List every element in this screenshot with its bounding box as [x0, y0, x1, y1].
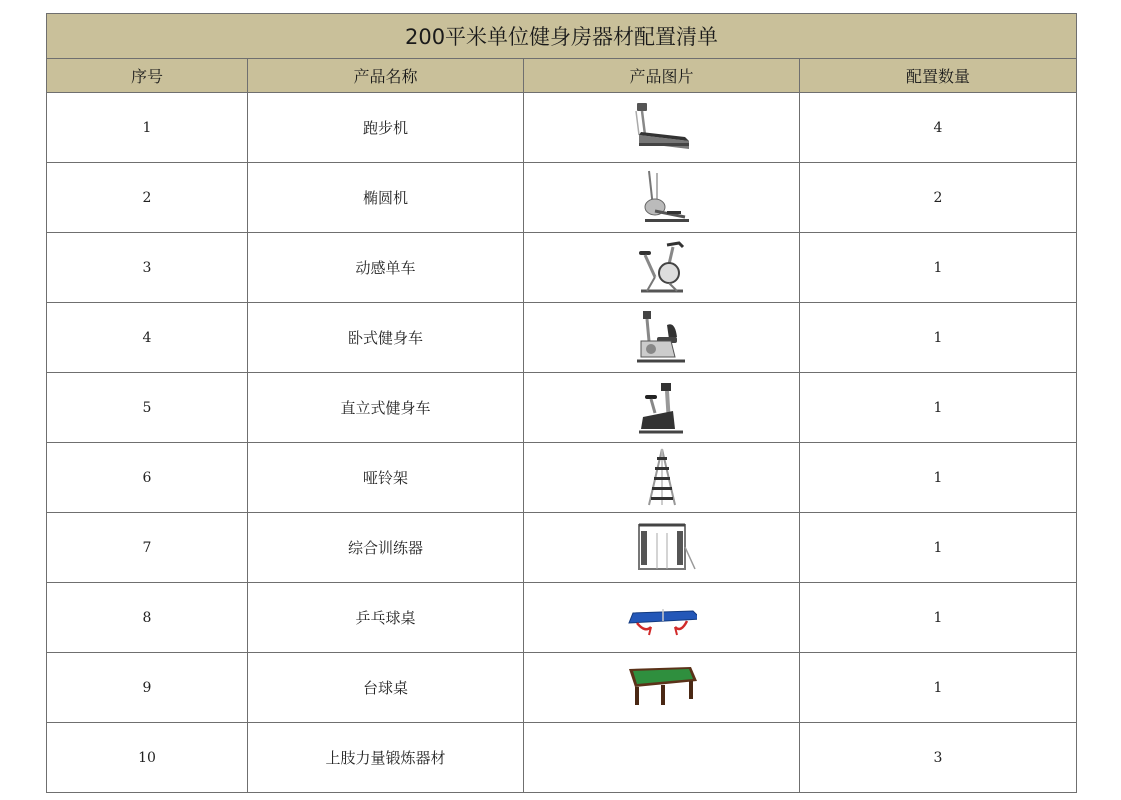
- product-name: 椭圆机: [248, 163, 524, 233]
- row-number: 10: [47, 723, 248, 793]
- quantity: 2: [800, 163, 1077, 233]
- table-row: [47, 163, 1077, 233]
- product-name: 哑铃架: [248, 443, 524, 513]
- product-name: 乒乓球桌: [248, 583, 524, 653]
- table-row: [47, 93, 1077, 163]
- table-row: [47, 513, 1077, 583]
- spin-bike-image: [627, 237, 697, 299]
- product-image-cell: [524, 233, 800, 303]
- row-number: 7: [47, 513, 248, 583]
- quantity: 1: [800, 233, 1077, 303]
- product-image-cell: [524, 93, 800, 163]
- product-image-cell: [524, 583, 800, 653]
- row-number: 3: [47, 233, 248, 303]
- row-number: 4: [47, 303, 248, 373]
- quantity: 1: [800, 373, 1077, 443]
- table-row: [47, 233, 1077, 303]
- dumbbell-rack-image: [627, 447, 697, 509]
- quantity: 1: [800, 303, 1077, 373]
- table-row: [47, 583, 1077, 653]
- table-row: [47, 443, 1077, 513]
- title-row: [47, 14, 1077, 59]
- table-title: 200平米单位健身房器材配置清单: [47, 14, 1077, 59]
- header-row: [47, 59, 1077, 93]
- row-number: 6: [47, 443, 248, 513]
- product-image-cell: [524, 723, 800, 793]
- product-name: 直立式健身车: [248, 373, 524, 443]
- column-header-number: 序号: [47, 59, 248, 93]
- row-number: 1: [47, 93, 248, 163]
- row-number: 5: [47, 373, 248, 443]
- elliptical-image: [627, 167, 697, 229]
- column-header-product-name: 产品名称: [248, 59, 524, 93]
- recumbent-bike-image: [627, 307, 697, 369]
- product-name: 上肢力量锻炼器材: [248, 723, 524, 793]
- row-number: 9: [47, 653, 248, 723]
- quantity: 1: [800, 513, 1077, 583]
- table-tennis-table-image: [627, 587, 697, 649]
- treadmill-image: [627, 97, 697, 159]
- table-row: [47, 373, 1077, 443]
- table-row: [47, 303, 1077, 373]
- column-header-quantity: 配置数量: [800, 59, 1077, 93]
- product-name: 综合训练器: [248, 513, 524, 583]
- quantity: 3: [800, 723, 1077, 793]
- product-image-cell: [524, 303, 800, 373]
- table-row: [47, 723, 1077, 793]
- product-name: 台球桌: [248, 653, 524, 723]
- equipment-list-table: [46, 13, 1077, 793]
- product-name: 卧式健身车: [248, 303, 524, 373]
- multi-gym-image: [627, 517, 697, 579]
- product-image-cell: [524, 163, 800, 233]
- quantity: 1: [800, 583, 1077, 653]
- product-image-cell: [524, 443, 800, 513]
- upright-bike-image: [627, 377, 697, 439]
- product-name: 跑步机: [248, 93, 524, 163]
- column-header-product-image: 产品图片: [524, 59, 800, 93]
- product-image-cell: [524, 373, 800, 443]
- product-image-cell: [524, 513, 800, 583]
- billiard-table-image: [627, 657, 697, 719]
- quantity: 4: [800, 93, 1077, 163]
- quantity: 1: [800, 443, 1077, 513]
- product-name: 动感单车: [248, 233, 524, 303]
- row-number: 8: [47, 583, 248, 653]
- row-number: 2: [47, 163, 248, 233]
- quantity: 1: [800, 653, 1077, 723]
- table-row: [47, 653, 1077, 723]
- product-image-cell: [524, 653, 800, 723]
